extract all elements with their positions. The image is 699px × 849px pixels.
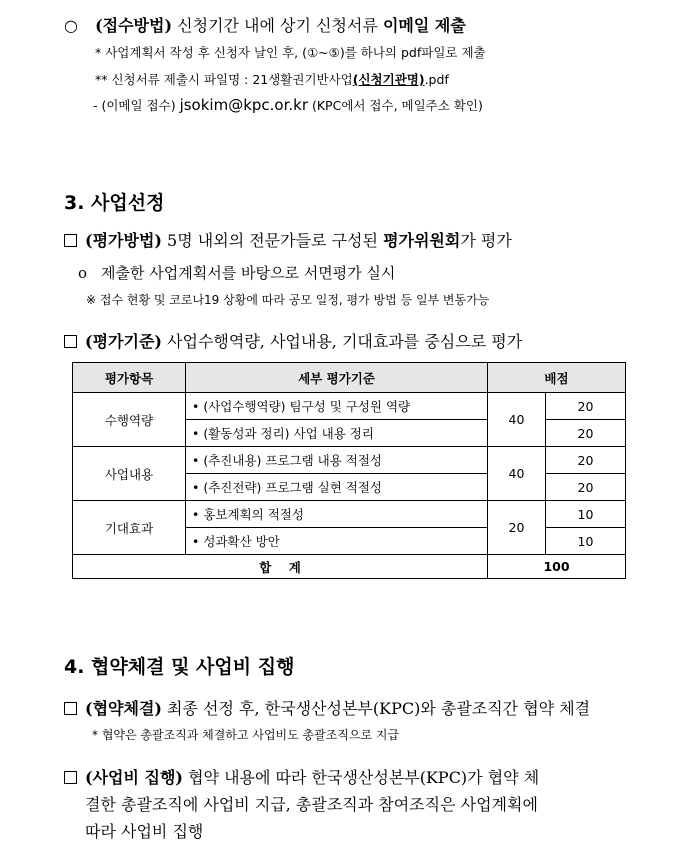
- email-address[interactable]: jsokim@kpc.or.kr: [179, 96, 308, 114]
- budget-exec-text-1: 협약 내용에 따라 한국생산성본부(KPC)가 협약 체: [183, 768, 540, 787]
- score-cell: 20: [546, 474, 626, 501]
- agreement-text: 최종 선정 후, 한국생산성본부(KPC)와 총괄조직간 협약 체결: [161, 699, 591, 718]
- criterion-cell: • (활동성과 정리) 사업 내용 정리: [186, 420, 488, 447]
- eval-criteria-label: (평가기준): [85, 332, 162, 351]
- submission-method-bold: 이메일 제출: [382, 16, 466, 35]
- item-cell: 수행역량: [73, 393, 186, 447]
- eval-method-text: 5명 내외의 전문가들로 구성된: [161, 231, 384, 250]
- eval-criteria-text: 사업수행역량, 사업내용, 기대효과를 중심으로 평가: [161, 332, 523, 351]
- submission-method-label: (접수방법): [95, 16, 173, 35]
- submission-method-text: 신청기간 내에 상기 신청서류: [172, 16, 383, 35]
- score-cell: 20: [546, 420, 626, 447]
- subtotal-cell: 40: [488, 393, 546, 447]
- total-value: 100: [488, 555, 626, 579]
- criterion-cell: • (사업수행역량) 팀구성 및 구성원 역량: [186, 393, 488, 420]
- agreement-label: (협약체결): [85, 699, 162, 718]
- score-cell: 20: [546, 393, 626, 420]
- budget-exec-line-2: 결한 총괄조직에 사업비 지급, 총괄조직과 참여조직은 사업계획에: [85, 795, 538, 814]
- checkbox-square-icon: [64, 771, 77, 784]
- eval-method-line: [64, 228, 512, 251]
- submission-note-1: * 사업계획서 작성 후 신청자 날인 후, (①~⑤)를 하나의 pdf파일로 제출: [95, 45, 486, 60]
- checkbox-square-icon: [64, 234, 77, 247]
- eval-method-label: (평가방법): [85, 231, 162, 250]
- total-row: [73, 555, 626, 579]
- item-cell: 사업내용: [73, 447, 186, 501]
- subtotal-cell: 40: [488, 447, 546, 501]
- header-score: 배점: [488, 363, 626, 393]
- score-cell: 20: [546, 447, 626, 474]
- score-cell: 10: [546, 501, 626, 528]
- evaluation-table: [72, 362, 626, 579]
- email-line: [93, 96, 483, 114]
- filename-prefix: ** 신청서류 제출시 파일명 : 21생활권기반사업: [95, 72, 353, 87]
- item-cell: 기대효과: [73, 501, 186, 555]
- criterion-cell: • 성과확산 방안: [186, 528, 488, 555]
- score-cell: 10: [546, 528, 626, 555]
- budget-exec-line-1: [64, 765, 539, 788]
- checkbox-square-icon: [64, 335, 77, 348]
- total-label: 합 계: [73, 555, 488, 579]
- criterion-cell: • (추진전략) 프로그램 실현 적절성: [186, 474, 488, 501]
- agreement-note: * 협약은 총괄조직과 체결하고 사업비도 총괄조직으로 지급: [92, 728, 400, 742]
- criterion-cell: • 홍보계획의 적절성: [186, 501, 488, 528]
- subtotal-cell: 20: [488, 501, 546, 555]
- circle-bullet: ○: [64, 16, 78, 35]
- header-item: 평가항목: [73, 363, 186, 393]
- budget-exec-label: (사업비 집행): [85, 768, 183, 787]
- header-criteria: 세부 평가기준: [186, 363, 488, 393]
- written-eval-line: [78, 262, 395, 283]
- table-row: [73, 447, 626, 474]
- email-prefix: - (이메일 접수): [93, 98, 180, 113]
- filename-ext: .pdf: [424, 72, 449, 87]
- written-eval-text: 제출한 사업계획서를 바탕으로 서면평가 실시: [101, 264, 396, 282]
- agreement-line: [64, 696, 590, 719]
- change-notice: ※ 접수 현황 및 코로나19 상황에 따라 공모 일정, 평가 방법 등 일부 변동가능: [86, 293, 490, 307]
- sub-bullet: ο: [78, 264, 88, 282]
- eval-committee: 평가위원회: [383, 231, 461, 250]
- section-3-heading: 3. 사업선정: [64, 192, 165, 214]
- email-suffix: (KPC에서 접수, 메일주소 확인): [308, 98, 483, 113]
- table-header-row: [73, 363, 626, 393]
- budget-exec-line-3: 따라 사업비 집행: [85, 822, 204, 841]
- section-4-heading: 4. 협약체결 및 사업비 집행: [64, 656, 295, 678]
- table-row: [73, 393, 626, 420]
- checkbox-square-icon: [64, 702, 77, 715]
- submission-note-2: [95, 70, 449, 88]
- eval-criteria-line: [64, 329, 522, 352]
- submission-method-line: [64, 13, 466, 36]
- table-row: [73, 501, 626, 528]
- eval-method-text-end: 가 평가: [460, 231, 512, 250]
- filename-institution: (신청기관명): [352, 72, 425, 87]
- criterion-cell: • (추진내용) 프로그램 내용 적절성: [186, 447, 488, 474]
